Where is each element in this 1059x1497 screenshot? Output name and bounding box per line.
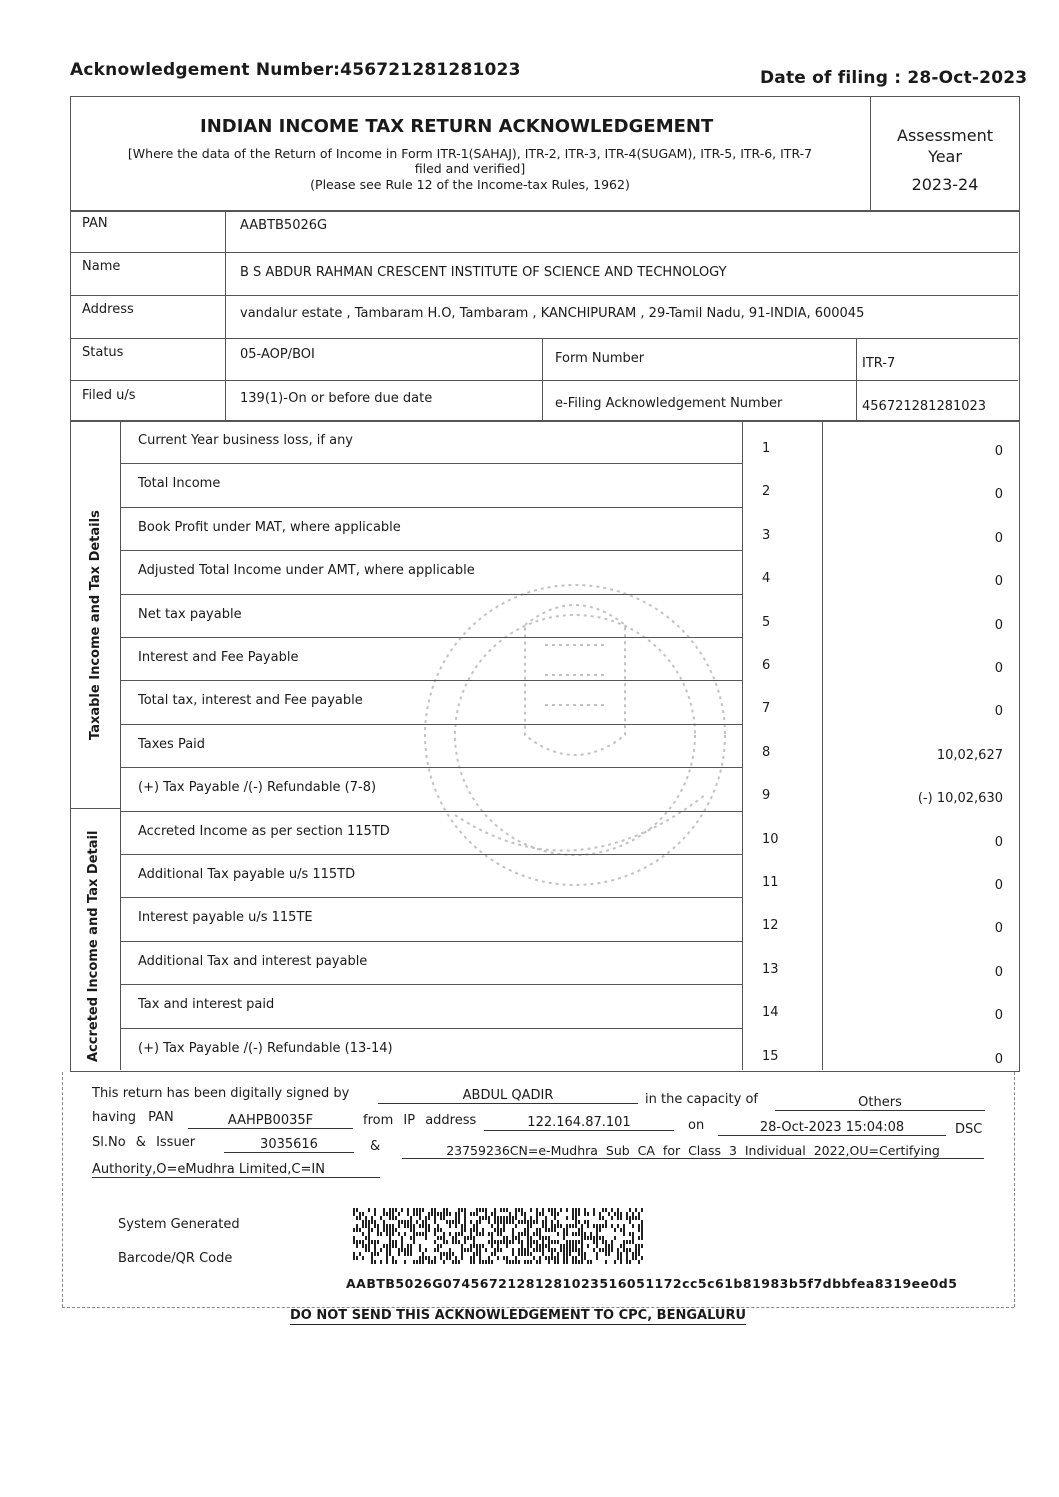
row-label: Additional Tax and interest payable [138, 954, 368, 969]
row-value: 0 [994, 531, 1003, 546]
sign-text-5: on [688, 1118, 705, 1133]
row-number: 14 [762, 1005, 779, 1020]
row-value: 0 [994, 661, 1003, 676]
row-label: (+) Tax Payable /(-) Refundable (7-8) [138, 780, 377, 795]
acknowledgement-number: Acknowledgement Number:456721281281023 [70, 60, 521, 80]
sign-text-2: in the capacity of [645, 1092, 758, 1107]
row-number: 3 [762, 528, 771, 543]
row-value: 0 [994, 574, 1003, 589]
row-value: 0 [994, 444, 1003, 459]
dsc-serial-number: 3035616 [224, 1137, 354, 1153]
row-number: 6 [762, 658, 771, 673]
sign-text-4: from IP address [363, 1113, 477, 1128]
sign-text-3: having PAN [92, 1110, 174, 1125]
row-value: 0 [994, 878, 1003, 893]
pan-value: AABTB5026G [240, 218, 328, 233]
name-value: B S ABDUR RAHMAN CRESCENT INSTITUTE OF SCIENCE AND TECHNOLOGY [240, 265, 727, 280]
signer-name: ABDUL QADIR [378, 1088, 638, 1104]
row-label: Accreted Income as per section 115TD [138, 824, 390, 839]
sign-text-8: & [370, 1139, 381, 1154]
signer-capacity: Others [775, 1095, 985, 1111]
row-value: 0 [994, 835, 1003, 850]
barcode-label-1: System Generated [118, 1217, 240, 1232]
efiling-ack-label: e-Filing Acknowledgement Number [555, 396, 783, 411]
row-value: 0 [994, 1052, 1003, 1067]
row-value: 0 [994, 704, 1003, 719]
row-label: Net tax payable [138, 607, 242, 622]
row-label: Taxes Paid [138, 737, 206, 752]
signer-pan: AAHPB0035F [188, 1113, 353, 1129]
row-value: 0 [994, 965, 1003, 980]
efiling-ack-value: 456721281281023 [862, 399, 987, 414]
barcode-text: AABTB5026G07456721281281023516051172cc5c61b81983b5f7dbbfea8319ee0d5 [346, 1276, 958, 1291]
row-number: 13 [762, 962, 779, 977]
subtitle-line-2: filed and verified] [414, 161, 526, 176]
pan-label: PAN [82, 216, 108, 231]
row-value: 0 [994, 487, 1003, 502]
form-number-label: Form Number [555, 351, 645, 366]
assessment-label-2: Year [928, 147, 962, 166]
filed-us-value: 139(1)-On or before due date [240, 391, 433, 406]
assessment-label-1: Assessment [897, 126, 993, 145]
address-value: vandalur estate , Tambaram H.O, Tambaram , KANCHIPURAM , 29-Tamil Nadu, 91-INDIA, 600045 [240, 306, 865, 321]
row-number: 1 [762, 441, 771, 456]
row-value: 10,02,627 [936, 748, 1003, 763]
address-label: Address [82, 302, 134, 317]
row-number: 5 [762, 615, 771, 630]
row-number: 10 [762, 832, 779, 847]
row-label: Total Income [138, 476, 221, 491]
row-value: (-) 10,02,630 [917, 791, 1003, 806]
row-number: 9 [762, 788, 771, 803]
footer-notice: DO NOT SEND THIS ACKNOWLEDGEMENT TO CPC, BENGALURU [290, 1308, 747, 1323]
row-number: 4 [762, 571, 771, 586]
row-label: Total tax, interest and Fee payable [138, 693, 363, 708]
sign-text-6: DSC [955, 1122, 983, 1137]
row-label: Additional Tax payable u/s 115TD [138, 867, 356, 882]
row-label: Adjusted Total Income under AMT, where applicable [138, 563, 475, 578]
row-value: 0 [994, 921, 1003, 936]
form-number-value: ITR-7 [862, 356, 896, 371]
accreted-section-label: Accreted Income and Tax Detail [86, 830, 101, 1062]
issuer-line-2: Authority,O=eMudhra Limited,C=IN [92, 1162, 380, 1178]
status-value: 05-AOP/BOI [240, 347, 315, 362]
name-label: Name [82, 259, 121, 274]
row-label: Current Year business loss, if any [138, 433, 354, 448]
row-number: 8 [762, 745, 771, 760]
sign-text-7: Sl.No & Issuer [92, 1135, 196, 1150]
row-value: 0 [994, 618, 1003, 633]
row-number: 12 [762, 918, 779, 933]
status-label: Status [82, 345, 124, 360]
row-value: 0 [994, 1008, 1003, 1023]
assessment-year: 2023-24 [911, 175, 979, 194]
ip-address: 122.164.87.101 [484, 1115, 674, 1131]
row-number: 11 [762, 875, 779, 890]
row-number: 7 [762, 701, 771, 716]
date-of-filing: Date of filing : 28-Oct-2023 [760, 68, 1028, 88]
row-number: 15 [762, 1049, 779, 1064]
barcode-label-2: Barcode/QR Code [118, 1251, 233, 1266]
row-label: Interest payable u/s 115TE [138, 910, 313, 925]
row-label: Tax and interest paid [138, 997, 275, 1012]
signing-datetime: 28-Oct-2023 15:04:08 [718, 1120, 946, 1136]
row-label: (+) Tax Payable /(-) Refundable (13-14) [138, 1041, 393, 1056]
sign-text-1: This return has been digitally signed by [92, 1086, 350, 1101]
row-label: Book Profit under MAT, where applicable [138, 520, 401, 535]
taxable-section-label: Taxable Income and Tax Details [88, 510, 103, 740]
issuer-line-1: 23759236CN=e-Mudhra Sub CA for Class 3 Individual 2022,OU=Certifying [402, 1143, 984, 1159]
document-title: INDIAN INCOME TAX RETURN ACKNOWLEDGEMENT [200, 116, 714, 137]
barcode-image [353, 1208, 643, 1264]
subtitle-line-3: (Please see Rule 12 of the Income-tax Rules, 1962) [310, 177, 630, 192]
row-number: 2 [762, 484, 771, 499]
subtitle-line-1: [Where the data of the Return of Income in Form ITR-1(SAHAJ), ITR-2, ITR-3, ITR-4(SUGAM), ITR-5, ITR-6, ITR-7 [127, 146, 813, 161]
row-label: Interest and Fee Payable [138, 650, 299, 665]
filed-us-label: Filed u/s [82, 388, 136, 403]
